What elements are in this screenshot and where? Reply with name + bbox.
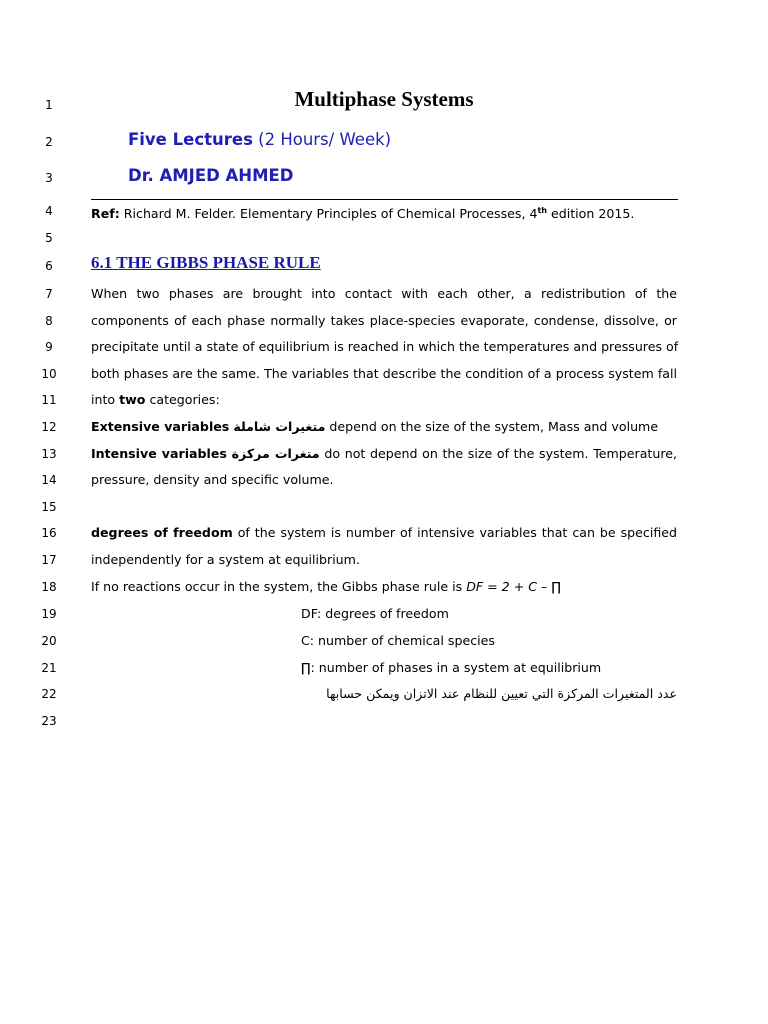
line-number: 16 xyxy=(41,526,57,540)
extensive-arabic: متغيرات شاملة xyxy=(233,419,326,434)
line-number: 20 xyxy=(41,634,57,648)
ref-text: Richard M. Felder. Elementary Principles of Chemical Processes, 4 xyxy=(119,206,538,222)
extensive-rest: depend on the size of the system, Mass and volume xyxy=(325,419,659,434)
arabic-note: عدد المتغيرات المركزة التي تعيين للنظام عند الاتزان ويمكن حسابها xyxy=(326,686,677,701)
lectures-bold: Five Lectures xyxy=(128,130,253,149)
ref-sup: th xyxy=(537,206,547,215)
ref-tail: edition 2015. xyxy=(547,206,635,222)
intensive-arabic: متغرات مركزة xyxy=(231,446,320,461)
categories-post: categories: xyxy=(145,392,220,407)
line-number: 17 xyxy=(41,553,57,567)
line-number: 23 xyxy=(41,714,57,728)
ref-label: Ref: xyxy=(91,206,120,222)
line-number: 8 xyxy=(45,314,53,328)
paragraph-line: precipitate until a state of equilibrium is reached in which the temperatures and pressures of xyxy=(91,339,679,354)
dof-cont: independently for a system at equilibrium. xyxy=(91,552,360,567)
extensive-label: Extensive variables xyxy=(91,419,230,434)
author-line xyxy=(128,168,714,184)
line-number: 21 xyxy=(41,661,57,675)
intensive-cont: pressure, density and specific volume. xyxy=(91,472,334,487)
definition-item: ∏: number of phases in a system at equilibrium xyxy=(301,660,602,675)
horizontal-rule xyxy=(91,199,678,200)
categories-pre: into xyxy=(91,392,120,407)
author-name: Dr. AMJED AHMED xyxy=(128,166,294,185)
dof-rest: of the system is number of intensive variables that can be specified xyxy=(232,525,678,540)
categories-line xyxy=(91,392,677,408)
paragraph-line: both phases are the same. The variables that describe the condition of a process system fall xyxy=(91,366,677,381)
line-number: 7 xyxy=(45,287,53,301)
definition-item: DF: degrees of freedom xyxy=(301,606,449,621)
line-number: 14 xyxy=(41,473,57,487)
line-number: 15 xyxy=(41,500,57,514)
intensive-rest: do not depend on the size of the system. Temperature, xyxy=(319,446,677,461)
line-number: 4 xyxy=(45,204,53,218)
gibbs-line xyxy=(91,579,677,595)
dof-bold: degrees of freedom xyxy=(91,525,233,540)
line-number: 22 xyxy=(41,687,57,701)
line-number: 6 xyxy=(45,259,53,273)
line-number: 1 xyxy=(45,98,53,112)
gibbs-formula: DF = 2 + C – ∏ xyxy=(466,579,561,594)
paragraph-line: When two phases are brought into contact with each other, a redistribution of the xyxy=(91,286,677,301)
line-number: 9 xyxy=(45,340,53,354)
extensive-line xyxy=(91,419,677,435)
lectures-line xyxy=(128,132,714,148)
line-number: 2 xyxy=(45,135,53,149)
page-title: Multiphase Systems xyxy=(294,87,474,111)
line-number: 11 xyxy=(41,393,57,407)
dof-line xyxy=(91,525,677,541)
intensive-label: Intensive variables xyxy=(91,446,227,461)
line-number: 5 xyxy=(45,231,53,245)
definition-item: C: number of chemical species xyxy=(301,633,495,648)
line-number: 18 xyxy=(41,580,57,594)
line-number: 10 xyxy=(41,367,57,381)
categories-bold: two xyxy=(119,392,146,407)
line-number: 19 xyxy=(41,607,57,621)
section-heading: 6.1 THE GIBBS PHASE RULE xyxy=(91,253,321,272)
paragraph-line: components of each phase normally takes place-species evaporate, condense, dissolve, or xyxy=(91,313,677,328)
lectures-rest: (2 Hours/ Week) xyxy=(252,130,392,149)
intensive-line xyxy=(91,446,677,462)
gibbs-text: If no reactions occur in the system, the Gibbs phase rule is xyxy=(91,579,467,594)
line-number: 13 xyxy=(41,447,57,461)
reference-line xyxy=(91,203,677,222)
line-number: 12 xyxy=(41,420,57,434)
line-number: 3 xyxy=(45,171,53,185)
